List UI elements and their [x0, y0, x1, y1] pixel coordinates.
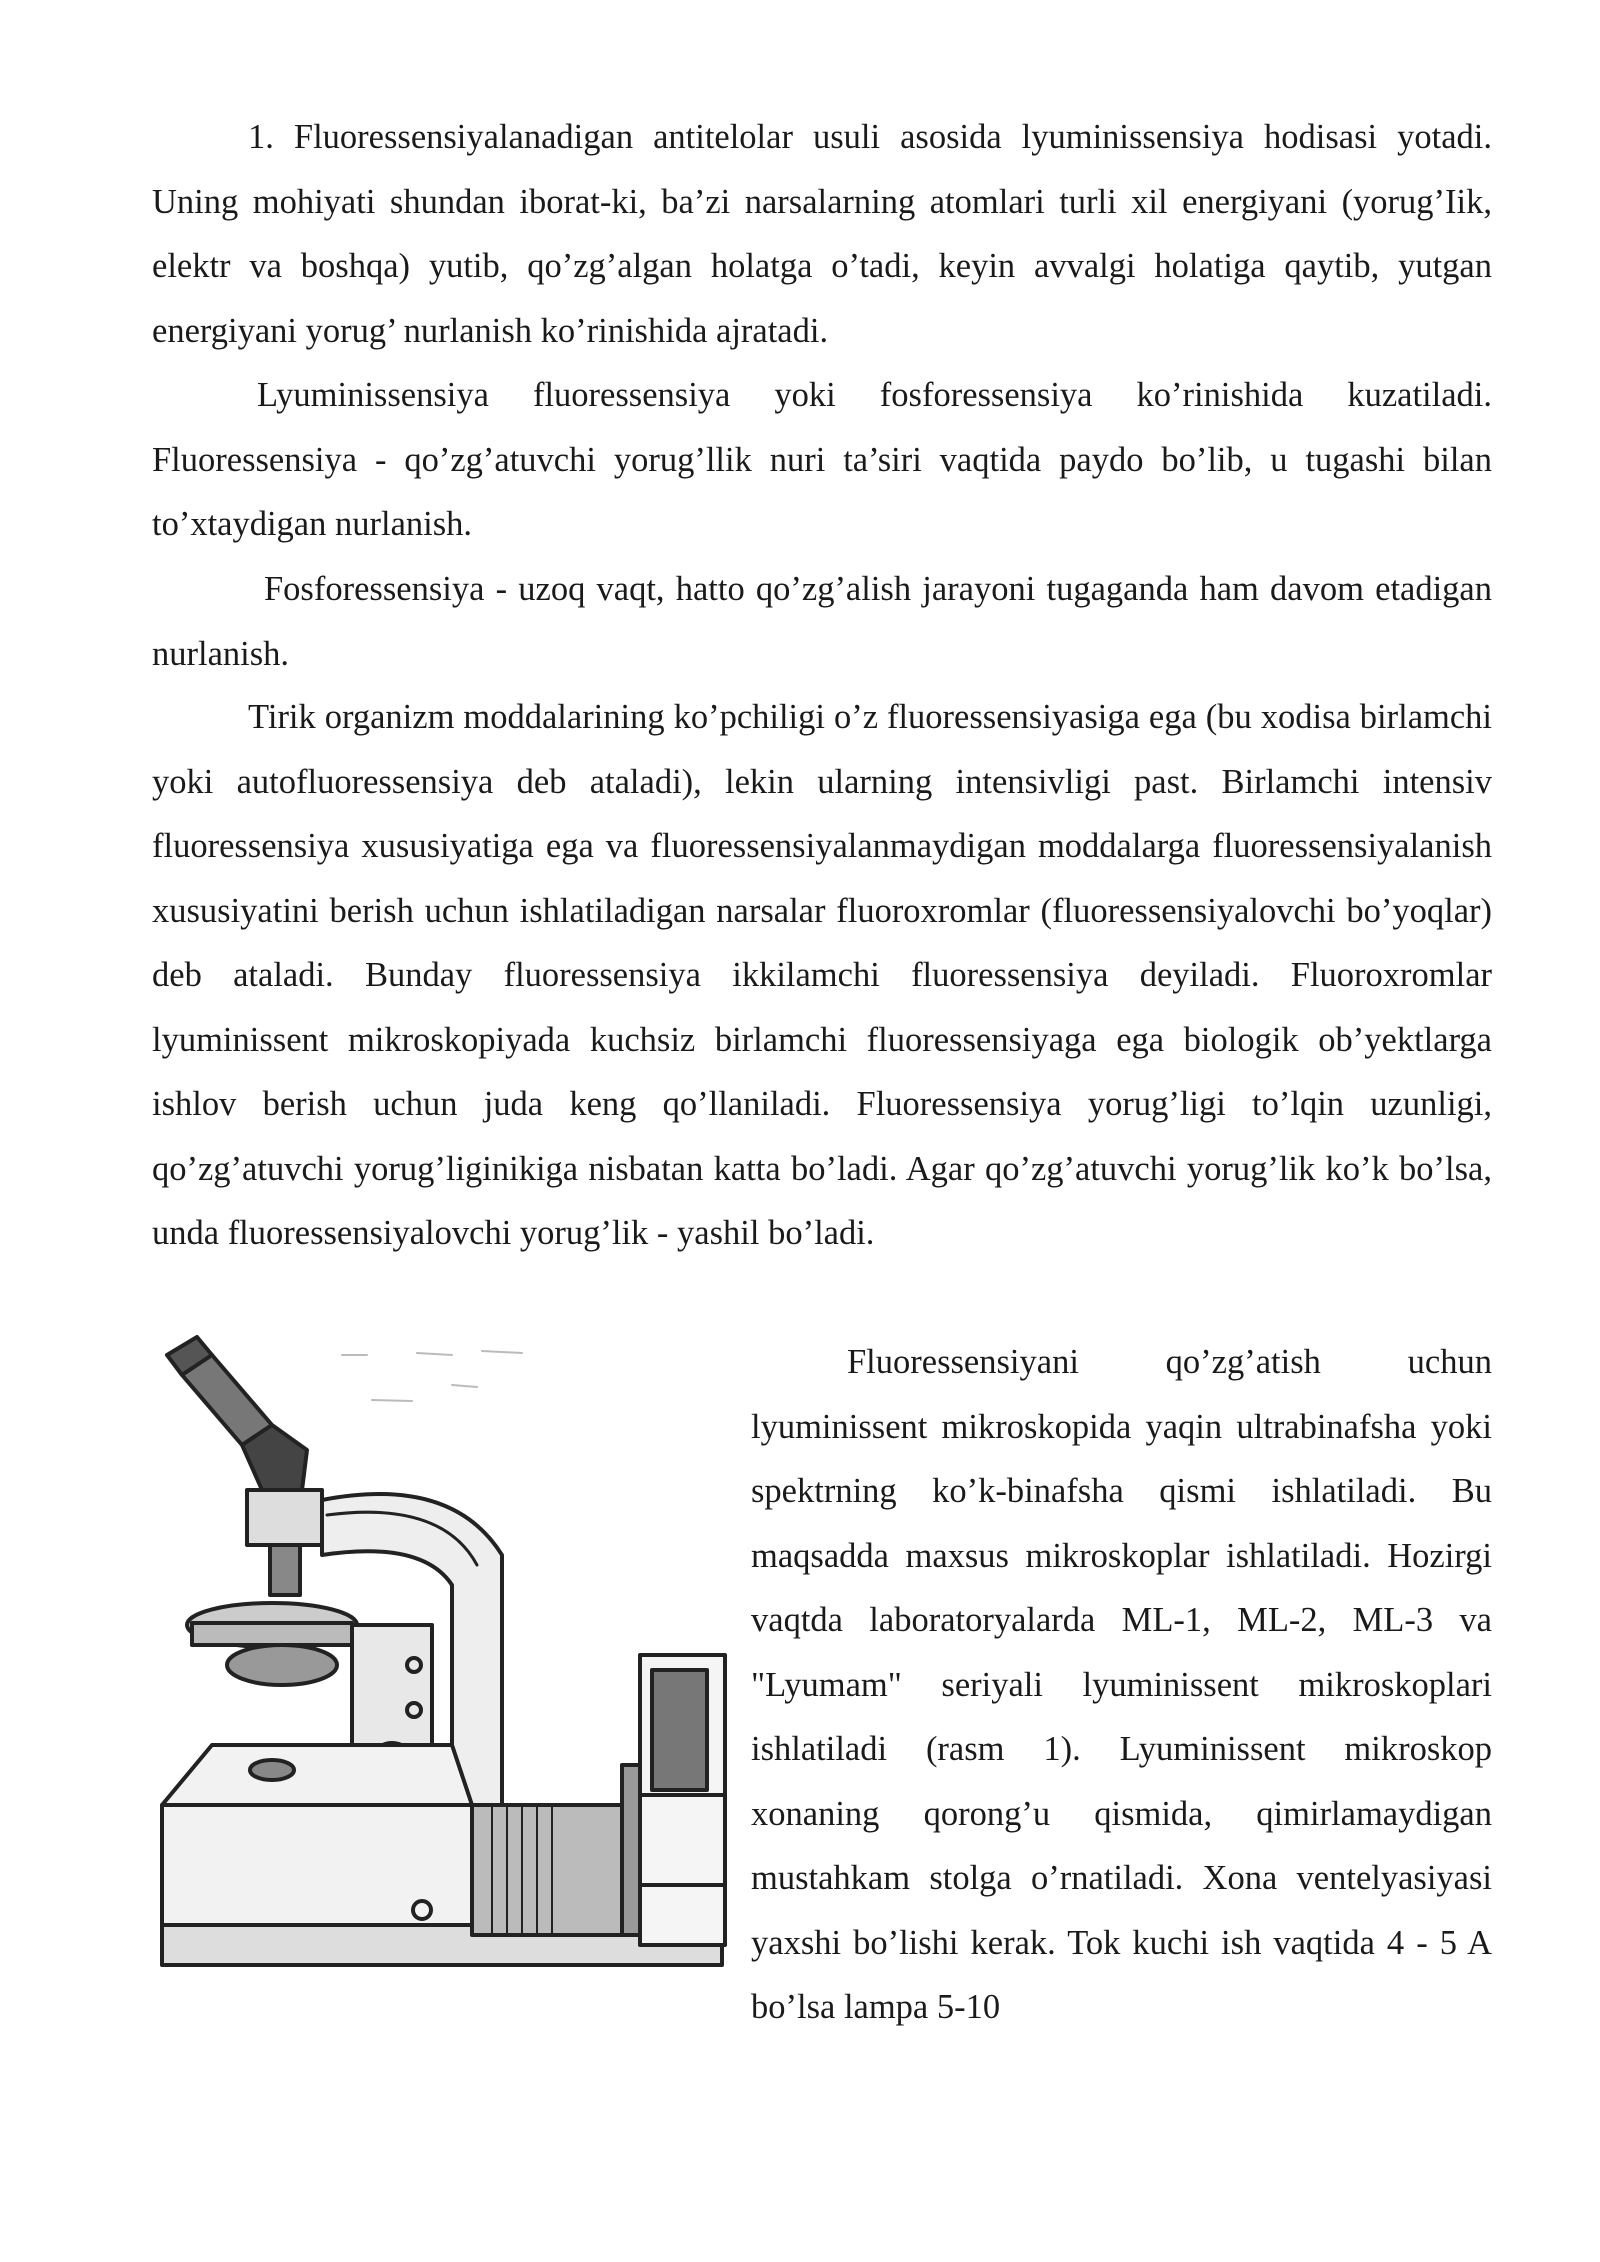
- paragraph-lyuminissent-mikroskop: Fluoressensiyani qo’zg’atish uchun lyuminissent mikroskopida yaqin ultrabinafsha yoki spektrning ko’k-binafsha qismi ishlatiladi. Bu maqsadda maxsus mikroskoplar ishlatiladi. Hozirgi vaqtda laboratoryalarda ML-1, ML-2, ML-3 va "Lyumam" seriyali lyuminissent mikroskoplari ishlatiladi (rasm 1). Lyuminissent mikroskop xonaning qorong’u qismida, qimirlamaydigan mustahkam stolga o’rnatiladi. Xona ventelyasiyasi yaxshi bo’lishi kerak. Tok kuchi ish vaqtida 4 - 5 A bo’lsa lampa 5-10: [751, 1343, 1492, 2026]
- paragraph-fluoressensiya-definition: Lyuminissensiya fluoressensiya yoki fosforessensiya ko’rinishida kuzatiladi. Fluoressensiya - qo’zg’atuvchi yorug’llik nuri ta’siri vaqtida paydo bo’lib, u tugashi bilan to’xtaydigan nurlanish.: [152, 376, 1492, 543]
- paragraph-lyuminissensiya-intro: 1. Fluoressensiyalanadigan antitelolar usuli asosida lyuminissensiya hodisasi yotadi. Uning mohiyati shundan iborat-ki, ba’zi narsalarning atomlari turli xil energiyani (yorug’Iik, elektr va boshqa) yutib, qo’zg’algan holatga o’tadi, keyin avvalgi holatiga qaytib, yutgan energiyani yorug’ nurlanish ko’rinishida ajratadi.: [152, 118, 1492, 350]
- paragraph-fosforessensiya-definition: Fosforessensiya - uzoq vaqt, hatto qo’zg’alish jarayoni tugaganda ham davom etadigan nurlanish.: [152, 570, 1492, 673]
- microscope-illustration-icon: [152, 1325, 730, 1995]
- paragraph-fluoroxromlar: Tirik organizm moddalarining ko’pchiligi o’z fluoressensiyasiga ega (bu xodisa birlamchi yoki autofluoressensiya deb ataladi), lekin ularning intensivligi past. Birlamchi intensiv fluoressensiya xususiyatiga ega va fluoressensiyalanmaydigan moddalarga fluoressensiyalanish xususiyatini berish uchun ishlatiladigan narsalar fluoroxromlar (fluoressensiyalovchi bo’yoqlar) deb ataladi. Bunday fluoressensiya ikkilamchi fluoressensiya deyiladi. Fluoroxromlar lyuminissent mikroskopiyada kuchsiz birlamchi fluoressensiyaga ega biologik ob’yektlarga ishlov berish uchun juda keng qo’llaniladi. Fluoressensiya yorug’ligi to’lqin uzunligi, qo’zg’atuvchi yorug’liginikiga nisbatan katta bo’ladi. Agar qo’zg’atuvchi yorug’lik ko’k bo’lsa, unda fluoressensiyalovchi yorug’lik - yashil bo’ladi.: [152, 698, 1492, 1252]
